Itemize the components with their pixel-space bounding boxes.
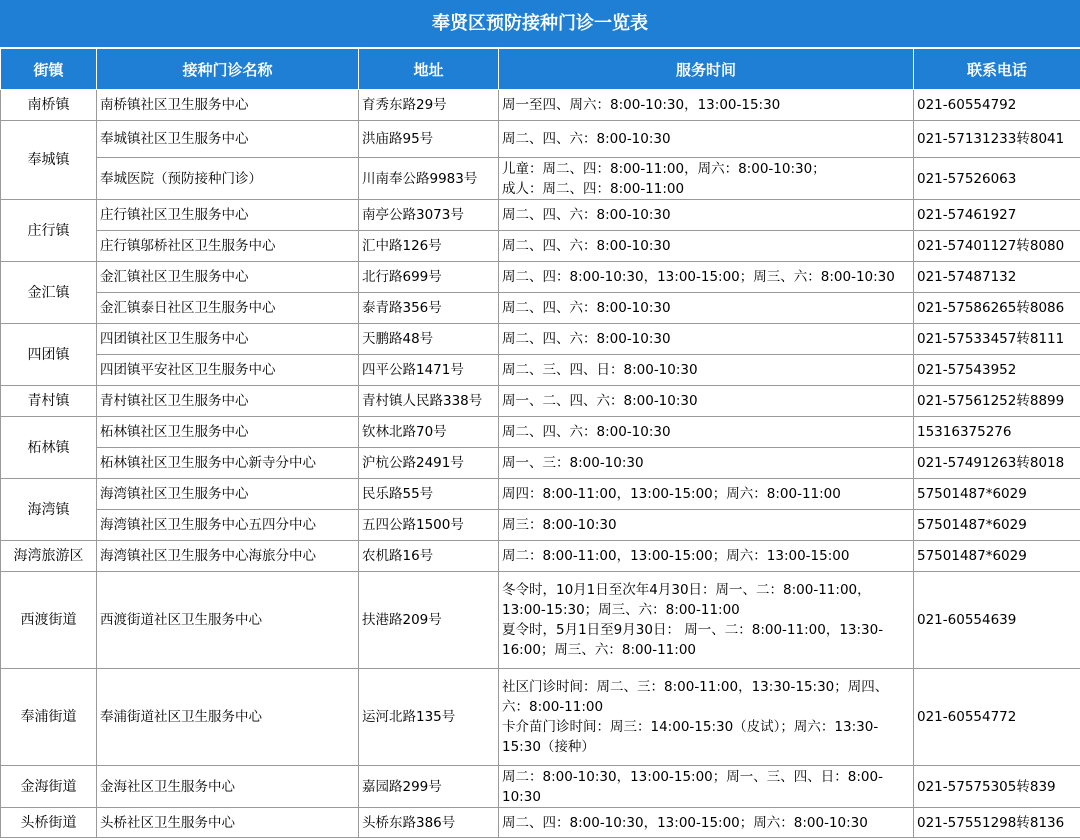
table-row bbox=[1, 200, 1080, 231]
clinic-cell: 四团镇社区卫生服务中心 bbox=[97, 324, 359, 355]
header-hours: 服务时间 bbox=[499, 49, 914, 90]
table-row bbox=[1, 324, 1080, 355]
address-cell: 泰青路356号 bbox=[359, 293, 499, 324]
phone-cell: 57501487*6029 bbox=[914, 510, 1080, 541]
table-row bbox=[1, 262, 1080, 293]
table-row bbox=[1, 808, 1080, 838]
address-cell: 天鹏路48号 bbox=[359, 324, 499, 355]
header-town: 街镇 bbox=[1, 49, 97, 90]
address-cell: 五四公路1500号 bbox=[359, 510, 499, 541]
page-title: 奉贤区预防接种门诊一览表 bbox=[0, 0, 1080, 48]
town-cell: 四团镇 bbox=[1, 324, 97, 386]
clinic-cell: 海湾镇社区卫生服务中心 bbox=[97, 479, 359, 510]
clinic-cell: 奉浦街道社区卫生服务中心 bbox=[97, 669, 359, 766]
clinic-cell: 奉城镇社区卫生服务中心 bbox=[97, 121, 359, 158]
hours-line: 卡介苗门诊时间：周三：14:00-15:30（皮试）；周六：13:30- bbox=[502, 719, 879, 735]
table-row bbox=[1, 766, 1080, 808]
clinic-cell: 四团镇平安社区卫生服务中心 bbox=[97, 355, 359, 386]
table-row bbox=[1, 510, 1080, 541]
hours-cell bbox=[499, 669, 914, 766]
phone-cell: 021-57551298转8136 bbox=[914, 808, 1080, 838]
address-cell: 南亭公路3073号 bbox=[359, 200, 499, 231]
hours-cell: 周二、四：8:00-10:30，13:00-15:00；周三、六：8:00-10:30 bbox=[499, 262, 914, 293]
hours-line: 15:30（接种） bbox=[502, 739, 595, 755]
hours-cell: 周四：8:00-11:00，13:00-15:00；周六：8:00-11:00 bbox=[499, 479, 914, 510]
address-cell: 洪庙路95号 bbox=[359, 121, 499, 158]
hours-line: 社区门诊时间：周二、三：8:00-11:00，13:30-15:30；周四、 bbox=[502, 679, 889, 695]
town-cell: 头桥街道 bbox=[1, 808, 97, 838]
town-cell: 西渡街道 bbox=[1, 572, 97, 669]
town-cell: 庄行镇 bbox=[1, 200, 97, 262]
phone-cell: 021-57487132 bbox=[914, 262, 1080, 293]
hours-cell: 周二、四、六：8:00-10:30 bbox=[499, 200, 914, 231]
clinic-cell: 奉城医院（预防接种门诊） bbox=[97, 158, 359, 200]
town-cell: 金汇镇 bbox=[1, 262, 97, 324]
header-phone: 联系电话 bbox=[914, 49, 1080, 90]
clinic-cell: 青村镇社区卫生服务中心 bbox=[97, 386, 359, 417]
clinic-cell: 柘林镇社区卫生服务中心新寺分中心 bbox=[97, 448, 359, 479]
address-cell: 沪杭公路2491号 bbox=[359, 448, 499, 479]
table-row bbox=[1, 417, 1080, 448]
phone-cell: 021-57533457转8111 bbox=[914, 324, 1080, 355]
hours-cell bbox=[499, 572, 914, 669]
town-cell: 奉浦街道 bbox=[1, 669, 97, 766]
town-cell: 南桥镇 bbox=[1, 90, 97, 121]
phone-cell: 021-57131233转8041 bbox=[914, 121, 1080, 158]
hours-cell: 周二、四、六：8:00-10:30 bbox=[499, 231, 914, 262]
hours-cell: 周二、四、六：8:00-10:30 bbox=[499, 293, 914, 324]
hours-cell: 周二、四、六：8:00-10:30 bbox=[499, 324, 914, 355]
hours-cell: 周二：8:00-11:00，13:00-15:00；周六：13:00-15:00 bbox=[499, 541, 914, 572]
address-cell: 钦林北路70号 bbox=[359, 417, 499, 448]
town-cell: 柘林镇 bbox=[1, 417, 97, 479]
hours-cell bbox=[499, 766, 914, 808]
hours-cell: 周二、三、四、日：8:00-10:30 bbox=[499, 355, 914, 386]
town-cell: 奉城镇 bbox=[1, 121, 97, 200]
header-row bbox=[1, 49, 1080, 90]
table-row bbox=[1, 231, 1080, 262]
header-clinic: 接种门诊名称 bbox=[97, 49, 359, 90]
address-cell: 民乐路55号 bbox=[359, 479, 499, 510]
table-row bbox=[1, 158, 1080, 200]
hours-cell: 周一、三：8:00-10:30 bbox=[499, 448, 914, 479]
address-cell: 川南奉公路9983号 bbox=[359, 158, 499, 200]
hours-line: 六：8:00-11:00 bbox=[502, 699, 604, 715]
hours-line: 16:00；周三、六：8:00-11:00 bbox=[502, 642, 696, 658]
address-cell: 北行路699号 bbox=[359, 262, 499, 293]
header-address: 地址 bbox=[359, 49, 499, 90]
town-cell: 青村镇 bbox=[1, 386, 97, 417]
table-row bbox=[1, 293, 1080, 324]
hours-cell: 周二、四：8:00-10:30，13:00-15:00；周六：8:00-10:30 bbox=[499, 808, 914, 838]
phone-cell: 021-57461927 bbox=[914, 200, 1080, 231]
clinic-cell: 柘林镇社区卫生服务中心 bbox=[97, 417, 359, 448]
hours-cell bbox=[499, 158, 914, 200]
table-row bbox=[1, 669, 1080, 766]
phone-cell: 021-57526063 bbox=[914, 158, 1080, 200]
phone-cell: 021-57575305转839 bbox=[914, 766, 1080, 808]
phone-cell: 021-60554772 bbox=[914, 669, 1080, 766]
table-row bbox=[1, 386, 1080, 417]
address-cell: 青村镇人民路338号 bbox=[359, 386, 499, 417]
phone-cell: 57501487*6029 bbox=[914, 541, 1080, 572]
clinic-cell: 庄行镇社区卫生服务中心 bbox=[97, 200, 359, 231]
clinic-cell: 金汇镇社区卫生服务中心 bbox=[97, 262, 359, 293]
town-cell: 海湾镇 bbox=[1, 479, 97, 541]
hours-cell: 周一至四、周六：8:00-10:30，13:00-15:30 bbox=[499, 90, 914, 121]
clinic-cell: 金汇镇泰日社区卫生服务中心 bbox=[97, 293, 359, 324]
clinic-cell: 南桥镇社区卫生服务中心 bbox=[97, 90, 359, 121]
address-cell: 育秀东路29号 bbox=[359, 90, 499, 121]
table-row bbox=[1, 541, 1080, 572]
phone-cell: 021-57401127转8080 bbox=[914, 231, 1080, 262]
phone-cell: 021-57586265转8086 bbox=[914, 293, 1080, 324]
hours-cell: 周二、四、六：8:00-10:30 bbox=[499, 417, 914, 448]
hours-line: 成人：周二、四：8:00-11:00 bbox=[502, 180, 685, 197]
phone-cell: 021-57543952 bbox=[914, 355, 1080, 386]
clinic-cell: 金海社区卫生服务中心 bbox=[97, 766, 359, 808]
address-cell: 运河北路135号 bbox=[359, 669, 499, 766]
table-row bbox=[1, 479, 1080, 510]
hours-line: 10:30 bbox=[502, 788, 541, 805]
hours-cell: 周一、二、四、六：8:00-10:30 bbox=[499, 386, 914, 417]
hours-line: 夏令时，5月1日至9月30日： 周一、二：8:00-11:00，13:30- bbox=[502, 622, 884, 638]
phone-cell: 021-57561252转8899 bbox=[914, 386, 1080, 417]
table-row bbox=[1, 90, 1080, 121]
phone-cell: 57501487*6029 bbox=[914, 479, 1080, 510]
hours-cell: 周三：8:00-10:30 bbox=[499, 510, 914, 541]
town-cell: 金海街道 bbox=[1, 766, 97, 808]
address-cell: 嘉园路299号 bbox=[359, 766, 499, 808]
hours-line: 13:00-15:30；周三、六：8:00-11:00 bbox=[502, 602, 740, 618]
table-row bbox=[1, 448, 1080, 479]
table-row bbox=[1, 121, 1080, 158]
clinic-cell: 头桥社区卫生服务中心 bbox=[97, 808, 359, 838]
phone-cell: 021-60554639 bbox=[914, 572, 1080, 669]
table-row bbox=[1, 572, 1080, 669]
phone-cell: 021-57491263转8018 bbox=[914, 448, 1080, 479]
hours-line: 冬令时，10月1日至次年4月30日：周一、二：8:00-11:00， bbox=[502, 582, 871, 598]
town-cell: 海湾旅游区 bbox=[1, 541, 97, 572]
address-cell: 四平公路1471号 bbox=[359, 355, 499, 386]
table-row bbox=[1, 355, 1080, 386]
clinic-table bbox=[0, 48, 1080, 838]
phone-cell: 021-60554792 bbox=[914, 90, 1080, 121]
address-cell: 汇中路126号 bbox=[359, 231, 499, 262]
address-cell: 农机路16号 bbox=[359, 541, 499, 572]
address-cell: 头桥东路386号 bbox=[359, 808, 499, 838]
hours-cell: 周二、四、六：8:00-10:30 bbox=[499, 121, 914, 158]
hours-line: 周二：8:00-10:30，13:00-15:00；周一、三、四、日：8:00- bbox=[502, 768, 883, 785]
address-cell: 扶港路209号 bbox=[359, 572, 499, 669]
phone-cell: 15316375276 bbox=[914, 417, 1080, 448]
hours-line: 儿童：周二、四：8:00-11:00，周六：8:00-10:30； bbox=[502, 160, 826, 177]
clinic-cell: 海湾镇社区卫生服务中心五四分中心 bbox=[97, 510, 359, 541]
clinic-cell: 庄行镇邬桥社区卫生服务中心 bbox=[97, 231, 359, 262]
clinic-cell: 西渡街道社区卫生服务中心 bbox=[97, 572, 359, 669]
clinic-cell: 海湾镇社区卫生服务中心海旅分中心 bbox=[97, 541, 359, 572]
